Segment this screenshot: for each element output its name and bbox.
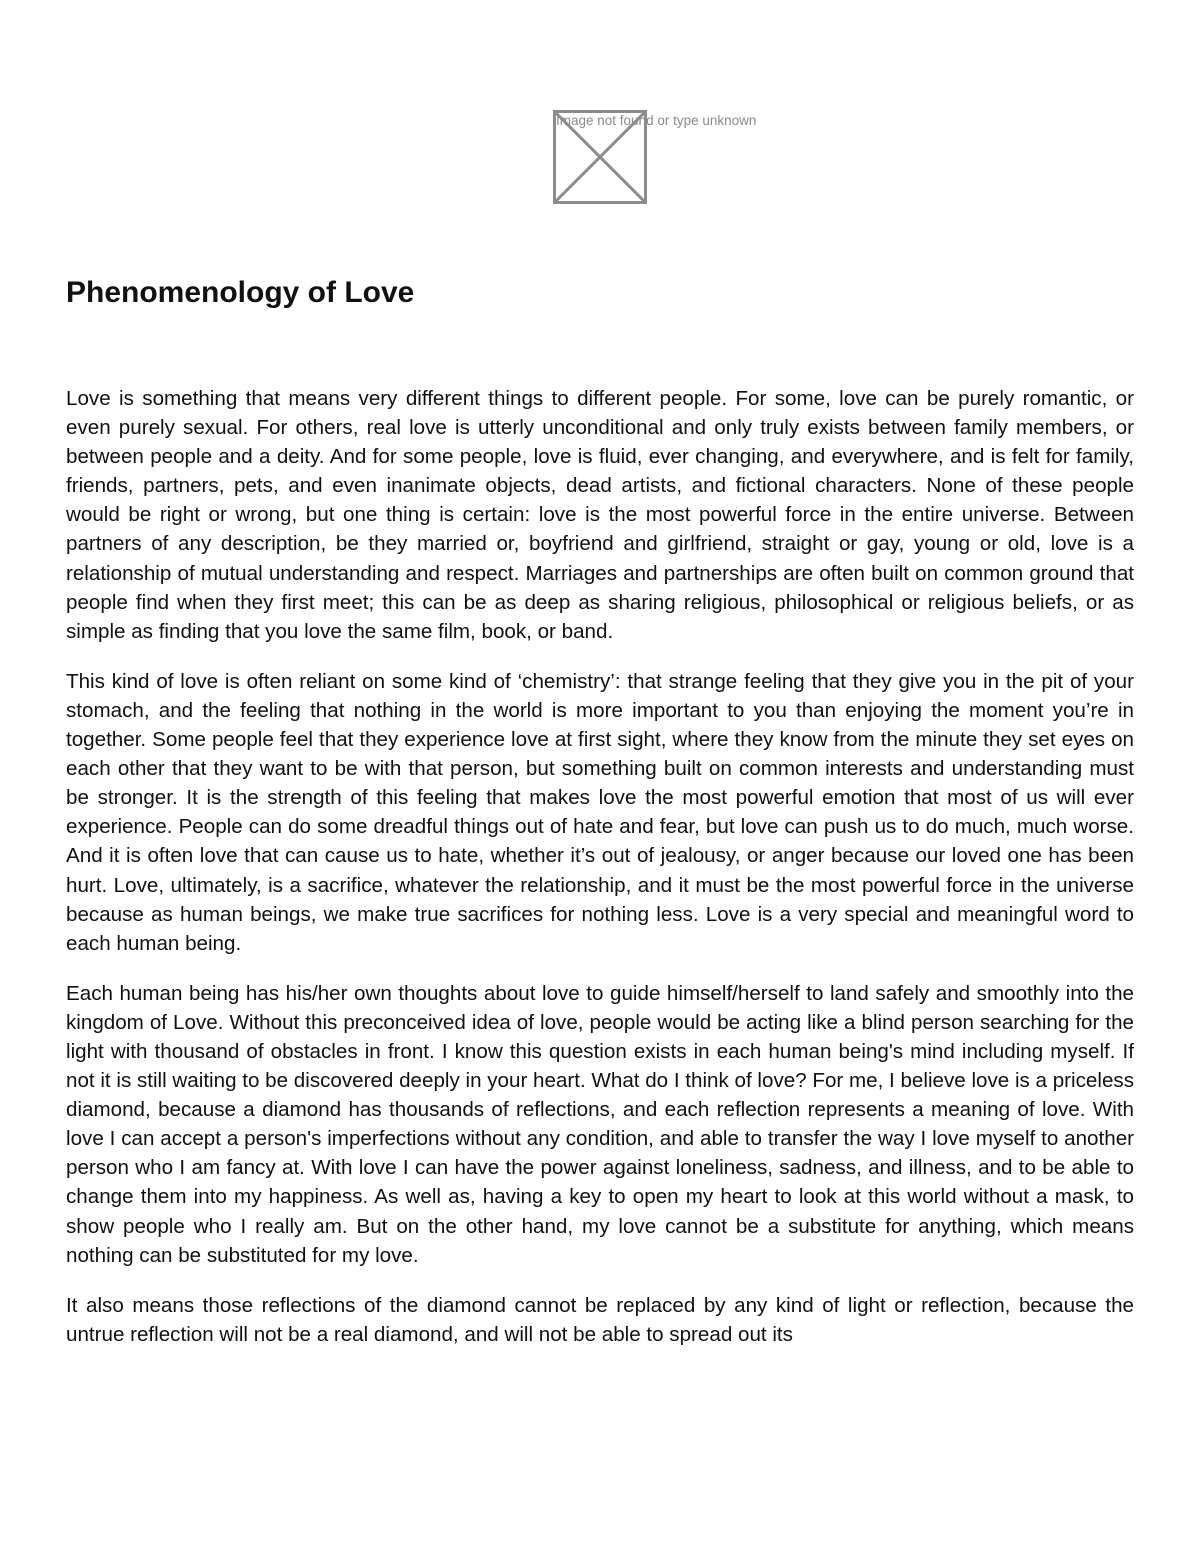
paragraph: Each human being has his/her own thoughts about love to guide himself/herself to land safely and smoothly into the kingdom of Love. Without this preconceived idea of love, people would be acting like a blind person searching for the light with thousand of obstacles in front. I know this question exists in each human being's mind including myself. If not it is still waiting to be discovered deeply in your heart. What do I think of love? For me, I believe love is a priceless diamond, because a diamond has thousands of reflections, and each reflection represents a meaning of love. With love I can accept a person's imperfections without any condition, and able to transfer the way I love myself to another person who I am fancy at. With love I can have the power against loneliness, sadness, and illness, and to be able to change them into my happiness. As well as, having a key to open my heart to look at this world without a mask, to show people who I really am. But on the other hand, my love cannot be a substitute for anything, which means nothing can be substituted for my love. (66, 981, 1134, 1267)
broken-image-icon (553, 110, 757, 204)
page-title: Phenomenology of Love (66, 276, 415, 309)
essay-body (66, 384, 1134, 1370)
paragraph: This kind of love is often reliant on some kind of ‘chemistry’: that strange feeling that they give you in the pit of your stomach, and the feeling that nothing in the world is more important to you than enjoying the moment you’re in together. Some people feel that they experience love at first sight, where they know from the minute they set eyes on each other that they want to be with that person, but something built on common interests and understanding must be stronger. It is the strength of this feeling that makes love the most powerful emotion that most of us will ever experience. People can do some dreadful things out of hate and fear, but love can push us to do much, much worse. And it is often love that can cause us to hate, whether it’s out of jealousy, or anger because our loved one has been hurt. Love, ultimately, is a sacrifice, whatever the relationship, and it must be the most powerful force in the universe because as human beings, we make true sacrifices for nothing less. Love is a very special and meaningful word to each human being. (66, 669, 1134, 955)
paragraph: Love is something that means very different things to different people. For some, love can be purely romantic, or even purely sexual. For others, real love is utterly unconditional and only truly exists between family members, or between people and a deity. And for some people, love is fluid, ever changing, and everywhere, and is felt for family, friends, partners, pets, and even inanimate objects, dead artists, and fictional characters. None of these people would be right or wrong, but one thing is certain: love is the most powerful force in the entire universe. Between partners of any description, be they married or, boyfriend and girlfriend, straight or gay, young or old, love is a relationship of mutual understanding and respect. Marriages and partnerships are often built on common ground that people find when they first meet; this can be as deep as sharing religious, philosophical or religious beliefs, or as simple as finding that you love the same film, book, or band. (66, 387, 1134, 643)
image-alt-text: Image not found or type unknown (556, 113, 757, 128)
paragraph: It also means those reflections of the diamond cannot be replaced by any kind of light or reflection, because the untrue reflection will not be a real diamond, and will not be able to spread out its (66, 1293, 1134, 1346)
